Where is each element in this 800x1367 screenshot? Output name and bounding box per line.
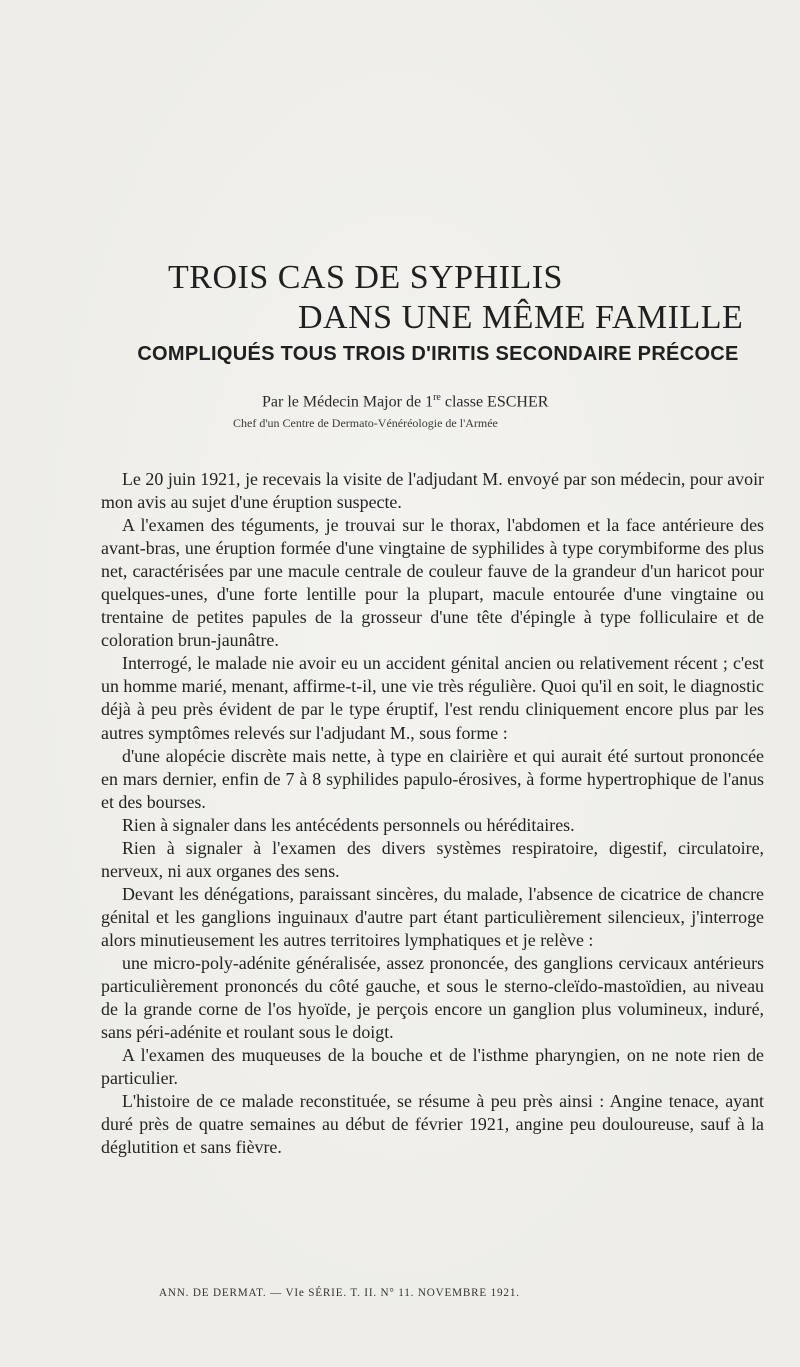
author-line	[262, 387, 548, 413]
author-suffix: classe ESCHER	[440, 393, 549, 411]
paragraph: une micro-poly-adénite généralisée, assez prononcée, des ganglions cervicaux antérieurs particulièrement prononcés du côté gauche, et sous le sterno-cleïdo-mastoïdien, au niveau de la grande corne de l'os hyoïde, je perçois encore un ganglion plus volumineux, induré, sans péri-adénite et roulant sous le doigt.	[101, 952, 764, 1043]
author-prefix: Par le Médecin Major de	[262, 393, 426, 411]
journal-footer: ANN. DE DERMAT. — VIe SÉRIE. T. II. N° 11. NOVEMBRE 1921.	[159, 1287, 520, 1299]
paragraph: Le 20 juin 1921, je recevais la visite de l'adjudant M. envoyé par son médecin, pour avoir mon avis au sujet d'une éruption suspecte.	[101, 469, 764, 513]
author-affiliation: Chef d'un Centre de Dermato-Vénéréologie de l'Armée	[233, 416, 498, 430]
paragraph: Devant les dénégations, paraissant sincères, du malade, l'absence de cicatrice de chancre génital et les ganglions inguinaux d'autre part étant particulièrement silencieux, j'interroge alors minutieusement les autres territoires lymphatiques et je relève :	[101, 883, 764, 950]
author-ordinal: 1	[425, 393, 434, 411]
paragraph: A l'examen des téguments, je trouvai sur le thorax, l'abdomen et la face antérieure des avant-bras, une éruption formée d'une vingtaine de syphilides à type corymbiforme des plus net, caractérisées par une macule centrale de couleur fauve de la grandeur d'un haricot pour quelques-unes, d'une forte lentille pour la plupart, macule entourée d'une vingtaine ou trentaine de petites papules de la grosseur d'une tête d'épingle à type folliculaire et de coloration brun-jaunâtre.	[101, 515, 764, 651]
paragraph: Interrogé, le malade nie avoir eu un accident génital ancien ou relativement récent ; c'est un homme marié, menant, affirme-t-il, une vie très régulière. Quoi qu'il en soit, le diagnostic déjà à peu près évident de par le type éruptif, l'est rendu cliniquement encore plus par les autres symptômes relevés sur l'adjudant M., sous forme :	[101, 653, 764, 743]
article-title-line-2: DANS UNE MÊME FAMILLE	[298, 299, 744, 336]
article-title-line-1: TROIS CAS DE SYPHILIS	[168, 259, 563, 296]
paragraph: Rien à signaler à l'examen des divers systèmes respiratoire, digestif, circulatoire, nerveux, ni aux organes des sens.	[101, 837, 764, 881]
paragraph: Rien à signaler dans les antécédents personnels ou héréditaires.	[122, 814, 575, 835]
article-body	[101, 468, 764, 1159]
paragraph: A l'examen des muqueuses de la bouche et de l'isthme pharyngien, on ne note rien de particulier.	[101, 1045, 764, 1089]
author-ordinal-suffix: re	[433, 392, 441, 403]
paragraph: L'histoire de ce malade reconstituée, se résume à peu près ainsi : Angine tenace, ayant duré près de quatre semaines au début de février 1921, angine peu douloureuse, sauf à la déglutition et sans fièvre.	[101, 1091, 764, 1158]
paragraph: d'une alopécie discrète mais nette, à type en clairière et qui aurait été surtout prononcée en mars dernier, enfin de 7 à 8 syphilides papulo-érosives, à forme hypertrophique de l'anus et des bourses.	[101, 745, 764, 812]
article-subtitle: COMPLIQUÉS TOUS TROIS D'IRITIS SECONDAIRE PRÉCOCE	[137, 343, 739, 365]
